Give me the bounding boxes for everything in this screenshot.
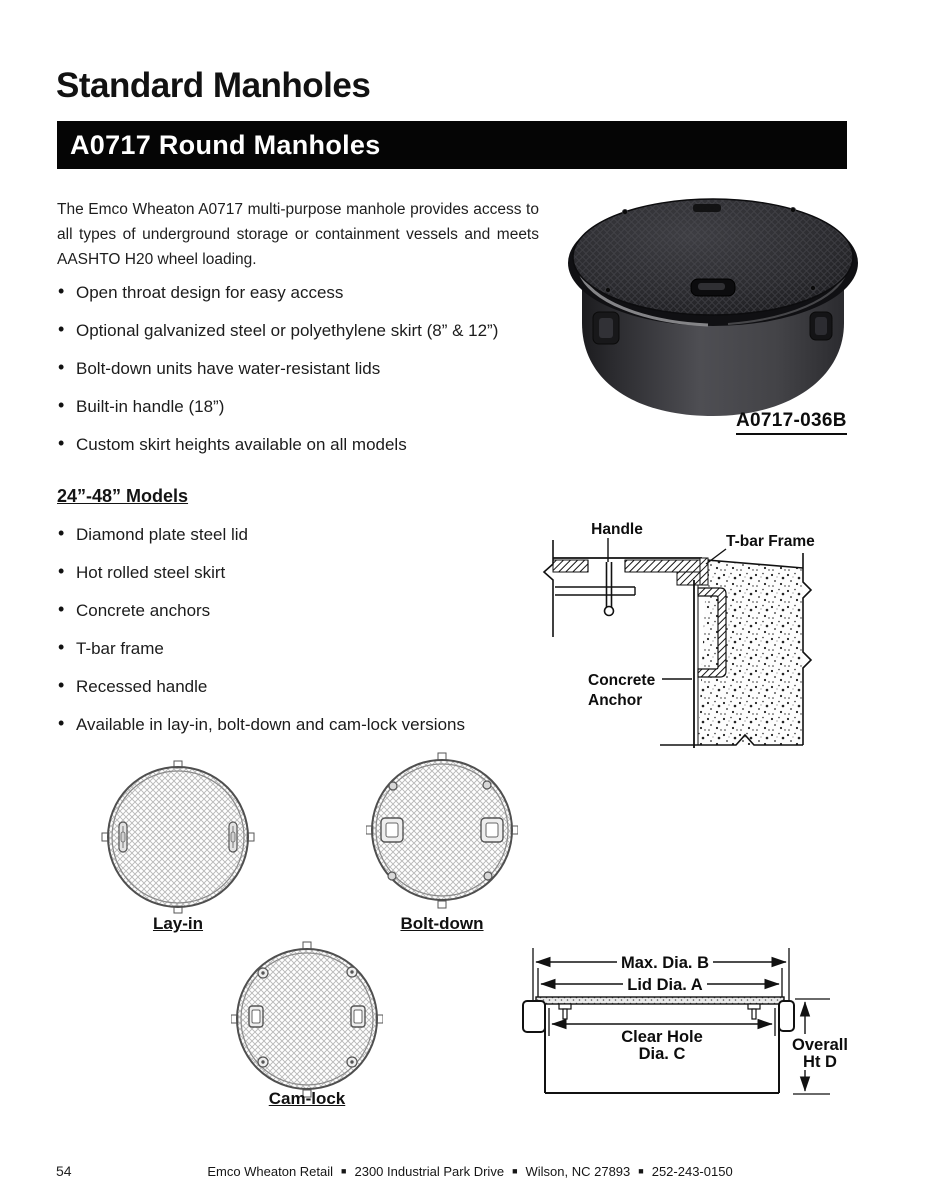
- overall-ht-label-line1: Overall: [792, 1036, 848, 1054]
- feature-item: • Custom skirt heights available on all models: [57, 433, 577, 456]
- model-feature-item: • Diamond plate steel lid: [57, 523, 577, 546]
- manhole-lid: [568, 199, 858, 326]
- footer-city: Wilson, NC 27893: [525, 1164, 631, 1179]
- footer-phone: 252-243-0150: [651, 1164, 733, 1179]
- footer-separator-icon: ■: [341, 1166, 347, 1176]
- lid-section: [553, 558, 708, 585]
- camlock-lid-view: [231, 939, 383, 1101]
- clear-hole-label-line1: Clear Hole: [621, 1028, 703, 1046]
- handle-label: Handle: [591, 521, 643, 538]
- lid-dia-dimension: [541, 976, 779, 994]
- overall-height-dimension: [792, 1002, 848, 1091]
- feature-item: • Open throat design for easy access: [57, 281, 577, 304]
- model-feature-item: • Concrete anchors: [57, 599, 577, 622]
- cross-section-diagram: [530, 508, 830, 758]
- section-banner: [57, 121, 847, 169]
- footer: [0, 1164, 927, 1179]
- intro-paragraph: The Emco Wheaton A0717 multi-purpose manhole provides access to all types of underground storage or containment vessels and meets AASHTO H20 wheel loading.: [57, 201, 539, 268]
- footer-company: Emco Wheaton Retail: [207, 1164, 334, 1179]
- model-feature-item: • Available in lay-in, bolt-down and cam-lock versions: [57, 713, 577, 736]
- lid-dia-label: Lid Dia. A: [627, 976, 703, 994]
- clear-hole-dimension: [552, 1024, 772, 1063]
- max-dia-dimension: [536, 954, 786, 972]
- boltdown-label: Bolt-down: [400, 914, 484, 933]
- page-number: 54: [56, 1163, 72, 1179]
- concrete-anchor-label-line2: Anchor: [588, 692, 643, 709]
- feature-item: • Optional galvanized steel or polyethylene skirt (8” & 12”): [57, 319, 577, 342]
- product-caption: A0717-036B: [736, 410, 847, 435]
- feature-item: • Built-in handle (18”): [57, 395, 577, 418]
- tbar-frame-label: T-bar Frame: [726, 533, 815, 550]
- camlock-label: Cam-lock: [268, 1089, 346, 1108]
- layin-label: Lay-in: [152, 914, 204, 933]
- clear-hole-label-line2: Dia. C: [638, 1045, 686, 1063]
- feature-item: • Bolt-down units have water-resistant lids: [57, 357, 577, 380]
- layin-lid-view: [99, 751, 257, 925]
- model-feature-item: • Hot rolled steel skirt: [57, 561, 577, 584]
- section-banner-title: A0717 Round Manholes: [70, 129, 381, 160]
- product-photo: [558, 173, 868, 423]
- max-dia-label: Max. Dia. B: [620, 954, 710, 972]
- models-heading: 24”-48” Models: [57, 486, 189, 506]
- model-feature-list: [57, 523, 577, 751]
- footer-separator-icon: ■: [512, 1166, 518, 1176]
- footer-separator-icon: ■: [638, 1166, 644, 1176]
- feature-list: [57, 281, 577, 471]
- overall-ht-label-line2: Ht D: [803, 1053, 837, 1071]
- model-feature-item: • T-bar frame: [57, 637, 577, 660]
- boltdown-lid-view: [366, 750, 518, 912]
- footer-address: 2300 Industrial Park Drive: [354, 1164, 505, 1179]
- concrete-anchor-label-line1: Concrete: [588, 672, 656, 689]
- model-feature-item: • Recessed handle: [57, 675, 577, 698]
- page-title: Standard Manholes: [56, 66, 371, 105]
- dimension-diagram: [515, 942, 860, 1100]
